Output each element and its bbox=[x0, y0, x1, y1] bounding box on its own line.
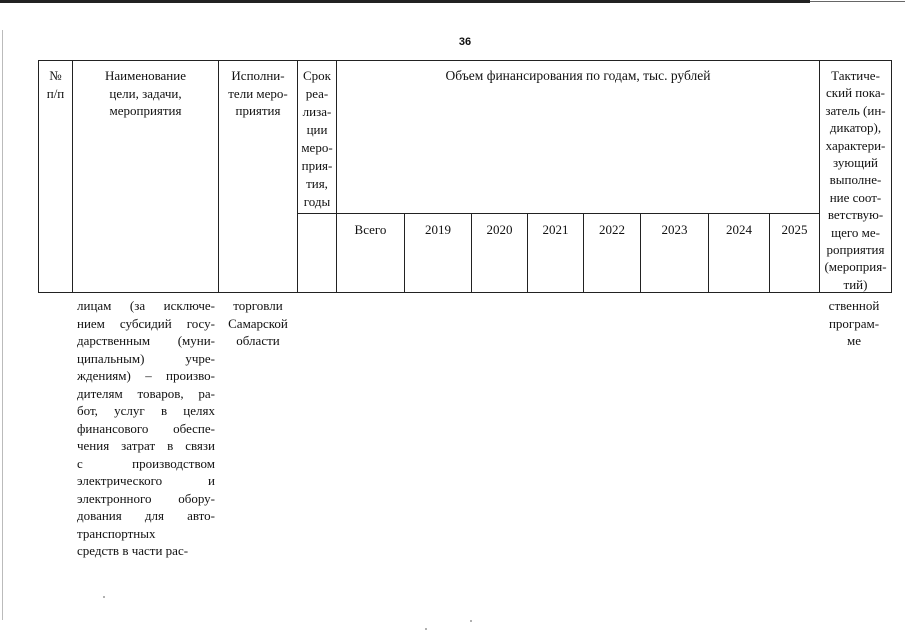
continuation-name-line: дителям товаров, ра- bbox=[77, 385, 215, 401]
header-term-line: ции bbox=[306, 122, 328, 137]
header-indicator-line: тий) bbox=[843, 276, 868, 292]
scan-speck bbox=[103, 596, 105, 598]
scan-speck bbox=[470, 620, 472, 622]
continuation-name-line: транспортных bbox=[77, 525, 156, 541]
financing-col-2019: 2019 bbox=[404, 213, 471, 293]
header-name bbox=[72, 60, 218, 293]
financing-col-2024: 2024 bbox=[708, 213, 769, 293]
continuation-name-line: чения затрат в связи bbox=[77, 438, 215, 453]
page-left-edge bbox=[2, 30, 3, 620]
header-indicator-line: ние соот- bbox=[829, 189, 882, 205]
top-rule-thin bbox=[810, 1, 905, 2]
header-term-line: реа- bbox=[305, 86, 329, 101]
header-name-line: цели, задачи, bbox=[109, 85, 182, 101]
header-num bbox=[38, 60, 72, 293]
header-num-line: п/п bbox=[46, 85, 65, 101]
continuation-name-line: электрического и bbox=[77, 473, 215, 488]
header-term-line: тия, bbox=[306, 176, 328, 191]
header-name-line: Наименование bbox=[105, 68, 186, 83]
financing-title: Объем финансирования по годам, тыс. рублей bbox=[445, 68, 711, 83]
financing-col-2023: 2023 bbox=[640, 213, 708, 293]
header-term-line: годы bbox=[303, 194, 331, 209]
continuation-executor-line: области bbox=[236, 333, 280, 348]
continuation-name-line: электронного обору- bbox=[77, 490, 215, 506]
continuation-name-line: бот, услуг в целях bbox=[77, 403, 215, 418]
header-executors-line: приятия bbox=[235, 103, 281, 118]
header-term-line: Срок bbox=[303, 68, 331, 83]
continuation-name-line: средств в части рас- bbox=[77, 543, 189, 558]
financing-col-total: Всего bbox=[336, 213, 404, 293]
continuation-name-line: ципальным) учре- bbox=[77, 350, 215, 366]
row-name-continuation bbox=[77, 297, 215, 560]
continuation-name-line: с производством bbox=[77, 455, 215, 471]
financing-col-2022: 2022 bbox=[583, 213, 640, 293]
continuation-name-line: нием субсидий госу- bbox=[77, 315, 215, 331]
continuation-name-line: дования для авто- bbox=[77, 508, 215, 523]
row-executor-continuation bbox=[218, 297, 298, 350]
header-indicator-line: характери- bbox=[825, 137, 886, 153]
continuation-executor-line: торговли bbox=[233, 298, 283, 313]
header-term-line: лиза- bbox=[302, 104, 332, 119]
continuation-name-line: лицам (за исключе- bbox=[77, 298, 215, 313]
header-executors bbox=[218, 60, 297, 293]
header-indicator bbox=[819, 60, 892, 293]
continuation-indicator-line: програм- bbox=[828, 315, 880, 331]
financing-col-2020: 2020 bbox=[471, 213, 527, 293]
financing-col-2025: 2025 bbox=[769, 213, 819, 293]
header-indicator-line: выполне- bbox=[829, 172, 882, 188]
financing-col-2021: 2021 bbox=[527, 213, 583, 293]
continuation-name-line: дарственным (муни- bbox=[77, 333, 215, 348]
header-indicator-line: дикатор), bbox=[829, 120, 882, 136]
header-indicator-line: ский пока- bbox=[826, 85, 885, 101]
continuation-indicator-line: ме bbox=[847, 333, 861, 348]
header-indicator-line: роприятия bbox=[826, 242, 885, 258]
header-executors-line: Исполни- bbox=[231, 68, 285, 83]
header-num-line: № bbox=[49, 68, 62, 83]
top-rule bbox=[0, 0, 810, 3]
row-indicator-continuation bbox=[816, 297, 892, 350]
continuation-name-line: ждениям) – произво- bbox=[77, 368, 215, 383]
header-indicator-line: Тактиче- bbox=[831, 68, 880, 83]
continuation-name-line: финансового обеспе- bbox=[77, 420, 215, 436]
header-indicator-line: (мероприя- bbox=[824, 259, 887, 275]
header-term bbox=[297, 60, 336, 214]
header-term-line: меро- bbox=[301, 140, 333, 155]
header-indicator-line: зующий bbox=[833, 155, 878, 171]
header-indicator-line: щего ме- bbox=[831, 224, 880, 240]
header-indicator-line: затель (ин- bbox=[825, 102, 886, 118]
continuation-indicator-line: ственной bbox=[828, 298, 880, 313]
continuation-executor-line: Самарской bbox=[228, 315, 288, 331]
header-name-line: мероприятия bbox=[109, 103, 182, 118]
header-financing bbox=[336, 60, 819, 214]
header-executors-line: тели меро- bbox=[228, 85, 288, 101]
header-term-empty bbox=[297, 213, 336, 293]
scan-speck bbox=[425, 628, 427, 630]
header-term-line: прия- bbox=[301, 158, 333, 173]
page-number: 36 bbox=[458, 36, 472, 48]
header-indicator-line: ветствую- bbox=[827, 207, 884, 223]
